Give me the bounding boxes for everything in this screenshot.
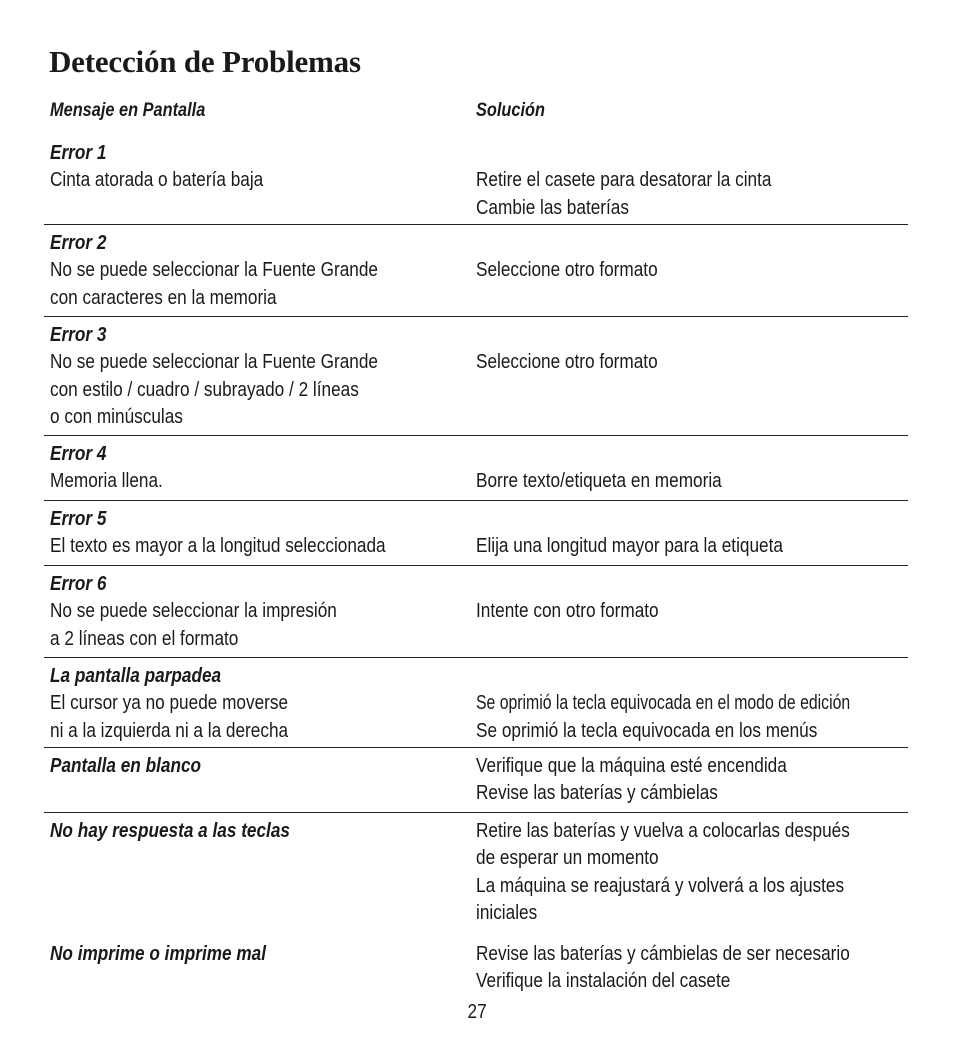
message-line: Memoria llena. (50, 470, 163, 493)
column-header-solution: Solución (476, 100, 546, 121)
message-cell (50, 571, 476, 657)
solution-line: Seleccione otro formato (476, 259, 658, 282)
row-label: No imprime o imprime mal (50, 943, 267, 965)
page-number-text: 27 (467, 1001, 487, 1023)
message-line: No se puede seleccionar la Fuente Grande (50, 259, 378, 282)
solution-cell (476, 663, 950, 747)
message-line: El cursor ya no puede moverse (50, 692, 289, 715)
solution-line: Elija una longitud mayor para la etiqueta (476, 535, 783, 558)
solution-line: Verifique la instalación del casete (476, 970, 731, 993)
solution-line: Se oprimió la tecla equivocada en los menús (476, 719, 818, 742)
column-header-message: Mensaje en Pantalla (50, 100, 206, 121)
row-label: Pantalla en blanco (50, 755, 202, 777)
table-row (44, 140, 908, 225)
solution-line: iniciales (476, 902, 538, 925)
troubleshooting-table (44, 140, 908, 1001)
solution-line: Retire el casete para desatorar la cinta (476, 169, 772, 192)
message-cell (50, 506, 476, 565)
message-line: Cinta atorada o batería baja (50, 169, 264, 192)
solution-cell (476, 441, 908, 500)
solution-line: Cambie las baterías (476, 196, 629, 219)
solution-line: Se oprimió la tecla equivocada en el modo de edición (476, 692, 851, 715)
table-row (44, 933, 908, 1001)
solution-cell (476, 140, 908, 224)
page-title: Detección de Problemas (49, 44, 361, 79)
solution-line: Borre texto/etiqueta en memoria (476, 470, 722, 493)
solution-line: Verifique que la máquina esté encendida (476, 755, 787, 777)
table-row (44, 225, 908, 317)
message-line: o con minúsculas (50, 406, 183, 429)
message-cell (50, 663, 476, 747)
message-line: No se puede seleccionar la impresión (50, 600, 337, 623)
message-line: a 2 líneas con el formato (50, 627, 239, 650)
table-row (44, 501, 908, 566)
solution-line: La máquina se reajustará y volverá a los ajustes (476, 874, 845, 897)
table-row (44, 317, 908, 436)
table-row (44, 436, 908, 501)
table-row (44, 813, 908, 933)
page-number (0, 1001, 954, 1024)
message-cell (50, 818, 476, 933)
message-line: con estilo / cuadro / subrayado / 2 líneas (50, 378, 359, 401)
row-label: Error 4 (50, 443, 107, 465)
table-row (44, 566, 908, 658)
message-line: ni a la izquierda ni a la derecha (50, 719, 289, 742)
row-label: Error 3 (50, 324, 107, 346)
solution-line: Revise las baterías y cámbielas (476, 782, 718, 805)
solution-line: de esperar un momento (476, 847, 659, 870)
solution-line: Seleccione otro formato (476, 351, 658, 374)
table-row (44, 748, 908, 813)
solution-line: Revise las baterías y cámbielas de ser necesario (476, 943, 850, 965)
message-cell (50, 322, 476, 435)
message-cell (50, 753, 476, 812)
solution-line: Intente con otro formato (476, 600, 659, 623)
message-line: con caracteres en la memoria (50, 286, 277, 309)
row-label: Error 2 (50, 232, 107, 254)
solution-cell (476, 818, 911, 933)
solution-cell (476, 322, 908, 435)
row-label: Error 1 (50, 142, 107, 164)
solution-cell (476, 941, 911, 1001)
row-label: No hay respuesta a las teclas (50, 820, 290, 842)
solution-cell (476, 230, 908, 316)
message-cell (50, 441, 476, 500)
message-cell (50, 140, 476, 224)
solution-cell (476, 571, 908, 657)
message-cell (50, 230, 476, 316)
row-label: Error 6 (50, 573, 107, 595)
message-line: El texto es mayor a la longitud seleccionada (50, 535, 386, 558)
message-cell (50, 941, 476, 1001)
row-label: La pantalla parpadea (50, 665, 222, 687)
row-label: Error 5 (50, 508, 107, 530)
solution-cell (476, 753, 908, 812)
message-line: No se puede seleccionar la Fuente Grande (50, 351, 378, 374)
solution-cell (476, 506, 908, 565)
table-row (44, 658, 908, 748)
solution-line: Retire las baterías y vuelva a colocarlas después (476, 820, 850, 842)
